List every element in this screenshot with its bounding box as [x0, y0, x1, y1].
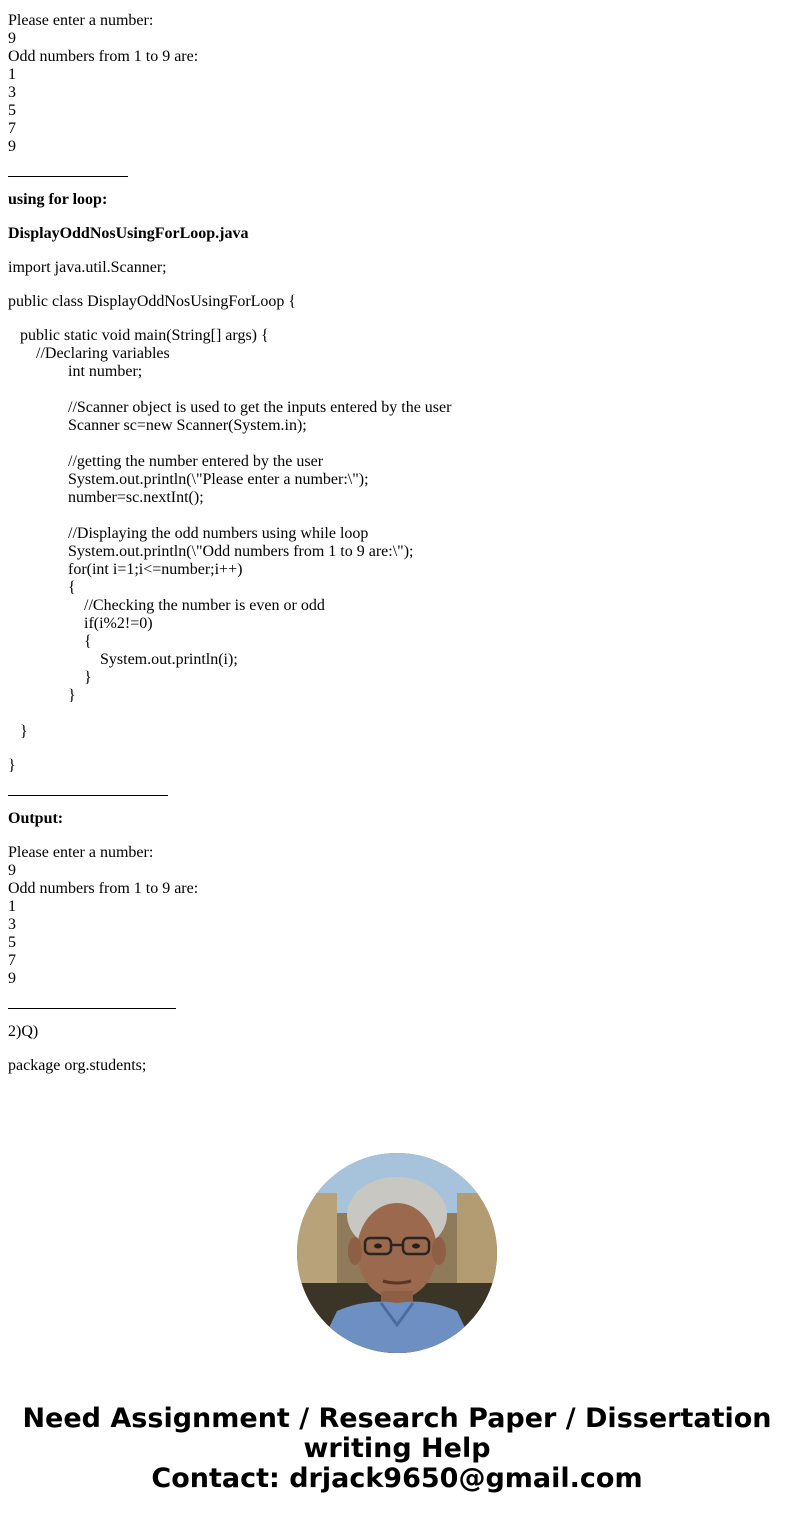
package-line: package org.students; [8, 1057, 147, 1074]
code-line [8, 507, 778, 525]
code-line: } [8, 723, 28, 740]
output-line: Odd numbers from 1 to 9 are: [8, 48, 199, 65]
code-line: Scanner sc=new Scanner(System.in); [8, 417, 307, 434]
code-line: //getting the number entered by the user [8, 453, 324, 470]
output-line: 9 [8, 138, 16, 155]
output-line: 9 [8, 30, 16, 47]
code-line: System.out.println(\"Please enter a number:\"); [8, 471, 369, 488]
code-line: } [8, 687, 76, 704]
output-line: 9 [8, 970, 16, 987]
for-loop-heading: using for loop: [8, 191, 108, 208]
author-portrait-image [297, 1153, 497, 1353]
code-line: public static void main(String[] args) { [8, 327, 269, 344]
code-line [8, 381, 778, 399]
divider [8, 1008, 176, 1009]
output-line: 9 [8, 862, 16, 879]
code-line: import java.util.Scanner; [8, 259, 167, 276]
output-line: 3 [8, 84, 16, 101]
code-line [8, 705, 778, 723]
code-line: int number; [8, 363, 143, 380]
code-line: number=sc.nextInt(); [8, 489, 204, 506]
output-block [8, 844, 778, 988]
code-line: } [8, 669, 92, 686]
output-line: 3 [8, 916, 16, 933]
code-line: { [8, 579, 76, 596]
promo-line: writing Help [303, 1433, 491, 1464]
promo-line: Need Assignment / Research Paper / Dissertation [22, 1403, 772, 1434]
code-line: //Declaring variables [8, 345, 170, 362]
divider [8, 795, 168, 796]
promo-footer [0, 1404, 794, 1494]
code-line: if(i%2!=0) [8, 615, 153, 632]
output-line: 7 [8, 120, 16, 137]
code-line: } [8, 757, 16, 774]
document-body [8, 12, 778, 1075]
output-line: 5 [8, 102, 16, 119]
output-block-top [8, 12, 778, 156]
question-label: 2)Q) [8, 1023, 39, 1040]
output-line: Please enter a number: [8, 844, 154, 861]
author-avatar [297, 1153, 497, 1353]
code-line: public class DisplayOddNosUsingForLoop { [8, 293, 297, 310]
output-line: 1 [8, 66, 16, 83]
code-line [8, 435, 778, 453]
output-line: 7 [8, 952, 16, 969]
code-line: { [8, 633, 92, 650]
code-line: //Displaying the odd numbers using while loop [8, 525, 369, 542]
output-line: 1 [8, 898, 16, 915]
output-line: 5 [8, 934, 16, 951]
code-line: //Checking the number is even or odd [8, 597, 325, 614]
contact-line: Contact: drjack9650@gmail.com [151, 1463, 643, 1494]
divider [8, 176, 128, 177]
code-listing [8, 259, 778, 775]
output-heading: Output: [8, 810, 64, 827]
output-line: Please enter a number: [8, 12, 154, 29]
code-line: for(int i=1;i<=number;i++) [8, 561, 243, 578]
code-line: System.out.println(\"Odd numbers from 1 to 9 are:\"); [8, 543, 414, 560]
code-filename: DisplayOddNosUsingForLoop.java [8, 225, 249, 242]
code-line: System.out.println(i); [8, 651, 238, 668]
code-line: //Scanner object is used to get the inputs entered by the user [8, 399, 452, 416]
output-line: Odd numbers from 1 to 9 are: [8, 880, 199, 897]
